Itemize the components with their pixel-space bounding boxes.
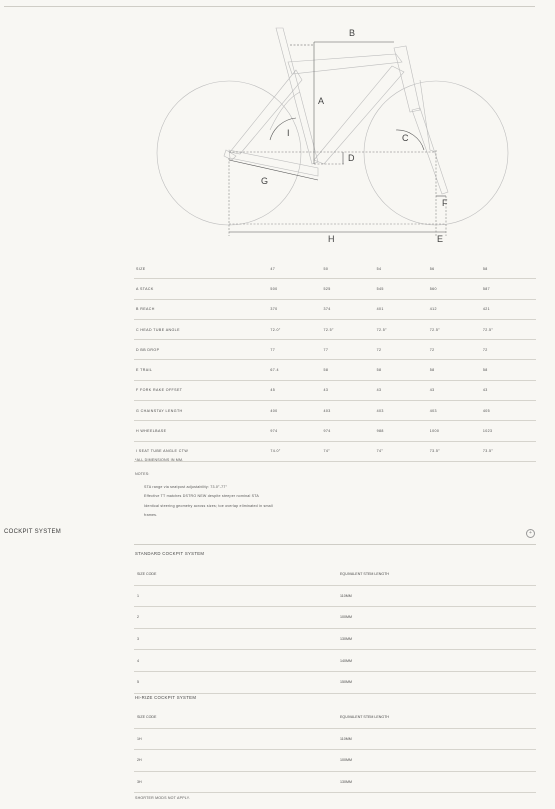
geometry-cell: C HEAD TUBE ANGLE xyxy=(134,319,270,339)
hirise-cockpit-header-cell: EQUIVALENT STEM LENGTH xyxy=(340,707,536,728)
geometry-cell: 374 xyxy=(323,299,376,319)
hirise-cockpit-cell: 130MM xyxy=(340,771,536,793)
geometry-row xyxy=(134,299,536,319)
hirise-cockpit-row xyxy=(134,728,536,750)
geometry-header-cell: 58 xyxy=(483,259,536,279)
notes-item: STA range via seatpost adjustability: 73.0°-77° xyxy=(144,485,228,489)
geometry-table xyxy=(134,259,536,462)
standard-cockpit-row xyxy=(134,607,536,629)
standard-cockpit-cell: 110MM xyxy=(340,585,536,607)
notes-item: Identical steering geometry across sizes; toe overlap eliminated in small xyxy=(144,504,273,508)
geometry-cell: 45 xyxy=(270,380,323,400)
geometry-header-cell: 50 xyxy=(323,259,376,279)
geometry-cell: 72.0° xyxy=(270,319,323,339)
label-f: F xyxy=(442,198,448,208)
geometry-row xyxy=(134,421,536,441)
geometry-cell: 545 xyxy=(377,279,430,299)
geometry-cell: 58 xyxy=(377,360,430,380)
geometry-cell: 58 xyxy=(323,360,376,380)
geometry-cell: G CHAINSTAY LENGTH xyxy=(134,401,270,421)
geometry-cell: 43 xyxy=(430,380,483,400)
label-h: H xyxy=(328,234,335,244)
standard-cockpit-header-cell: EQUIVALENT STEM LENGTH xyxy=(340,564,536,585)
geometry-cell: 72.5° xyxy=(430,319,483,339)
geometry-row xyxy=(134,380,536,400)
hirise-cockpit-cell: 110MM xyxy=(340,728,536,750)
standard-cockpit-cell: 150MM xyxy=(340,671,536,693)
label-i: I xyxy=(287,128,290,138)
standard-cockpit-header-row xyxy=(134,564,536,585)
standard-cockpit-cell: 5 xyxy=(134,671,340,693)
geometry-cell: 1023 xyxy=(483,421,536,441)
standard-cockpit-header-cell: SIZE CODE xyxy=(134,564,340,585)
notes-item: Effective TT matches DSTRO NEW despite steeper nominal STA xyxy=(144,494,259,498)
cockpit-divider xyxy=(134,544,536,545)
hirise-cockpit-row xyxy=(134,771,536,793)
standard-cockpit-title: STANDARD COCKPIT SYSTEM xyxy=(135,551,205,556)
geometry-cell: 43 xyxy=(483,380,536,400)
standard-cockpit-cell: 140MM xyxy=(340,650,536,672)
geometry-cell: 77 xyxy=(270,340,323,360)
geometry-row xyxy=(134,401,536,421)
geometry-cell: 405 xyxy=(483,401,536,421)
geometry-cell: 974 xyxy=(323,421,376,441)
geometry-cell: 400 xyxy=(270,401,323,421)
geometry-cell: 587 xyxy=(483,279,536,299)
standard-cockpit-cell: 100MM xyxy=(340,607,536,629)
expand-toggle-icon[interactable]: + xyxy=(526,529,535,538)
geometry-cell: 401 xyxy=(377,299,430,319)
geometry-header-cell: 56 xyxy=(430,259,483,279)
standard-cockpit-cell: 4 xyxy=(134,650,340,672)
geometry-cell: 77 xyxy=(323,340,376,360)
notes-title: NOTES: xyxy=(135,472,150,476)
geometry-cell: 58 xyxy=(430,360,483,380)
label-a: A xyxy=(318,96,325,106)
standard-cockpit-cell: 130MM xyxy=(340,628,536,650)
frame-seat-stay xyxy=(230,70,302,154)
cockpit-footnote: SHORTER MODS NOT APPLY. xyxy=(135,796,191,800)
geometry-cell: 72.5° xyxy=(377,319,430,339)
geometry-cell: 412 xyxy=(430,299,483,319)
geometry-cell: 73.5° xyxy=(430,441,483,461)
standard-cockpit-cell: 1 xyxy=(134,585,340,607)
bike-geometry-diagram xyxy=(0,0,555,250)
notes-dims: *ALL DIMENSIONS IN MM. xyxy=(135,458,184,462)
hirise-cockpit-row xyxy=(134,750,536,772)
geometry-header-cell: 47 xyxy=(270,259,323,279)
label-e: E xyxy=(437,234,444,244)
geometry-cell: 67.4 xyxy=(270,360,323,380)
geometry-cell: A STACK xyxy=(134,279,270,299)
hirise-cockpit-table xyxy=(134,707,536,793)
geometry-cell: I SEAT TUBE ANGLE CTW xyxy=(134,441,270,461)
frame-seat-tube xyxy=(276,28,318,164)
frame-top-tube xyxy=(288,54,402,74)
geometry-row xyxy=(134,319,536,339)
geometry-cell: 74° xyxy=(323,441,376,461)
geometry-row xyxy=(134,340,536,360)
geometry-cell: H WHEELBASE xyxy=(134,421,270,441)
geometry-cell: 58 xyxy=(483,360,536,380)
geometry-cell: 1000 xyxy=(430,421,483,441)
geometry-cell: 403 xyxy=(323,401,376,421)
hirise-cockpit-header-row xyxy=(134,707,536,728)
geometry-cell: 72 xyxy=(430,340,483,360)
hirise-cockpit-header-cell: SIZE CODE xyxy=(134,707,340,728)
hirise-cockpit-title: HI-RIZE COCKPIT SYSTEM xyxy=(135,695,197,700)
geometry-cell: 73.5° xyxy=(483,441,536,461)
label-b: B xyxy=(349,28,356,38)
label-d: D xyxy=(348,153,355,163)
fork xyxy=(412,108,448,194)
standard-cockpit-cell: 2 xyxy=(134,607,340,629)
geometry-cell: 72 xyxy=(483,340,536,360)
geometry-cell: 370 xyxy=(270,299,323,319)
geometry-cell: 43 xyxy=(323,380,376,400)
frame-down-tube xyxy=(314,66,404,164)
hirise-cockpit-cell: 3H xyxy=(134,771,340,793)
geometry-header-cell: 54 xyxy=(377,259,430,279)
geometry-cell: F FORK RAKE OFFSET xyxy=(134,380,270,400)
geometry-cell: D BB DROP xyxy=(134,340,270,360)
geometry-cell: 421 xyxy=(483,299,536,319)
geometry-header-cell: SIZE xyxy=(134,259,270,279)
geometry-cell: 560 xyxy=(430,279,483,299)
geometry-cell: B REACH xyxy=(134,299,270,319)
standard-cockpit-cell: 3 xyxy=(134,628,340,650)
geometry-header-row xyxy=(134,259,536,279)
geometry-cell: 72.5° xyxy=(323,319,376,339)
label-c: C xyxy=(402,133,409,143)
geometry-cell: 403 xyxy=(430,401,483,421)
geometry-cell: 43 xyxy=(377,380,430,400)
geometry-cell: E TRAIL xyxy=(134,360,270,380)
geometry-cell: 500 xyxy=(270,279,323,299)
hirise-cockpit-cell: 1H xyxy=(134,728,340,750)
geometry-cell: 525 xyxy=(323,279,376,299)
rear-wheel xyxy=(157,81,301,225)
geometry-cell: 403 xyxy=(377,401,430,421)
label-g: G xyxy=(261,176,269,186)
geometry-cell: 988 xyxy=(377,421,430,441)
standard-cockpit-row xyxy=(134,671,536,693)
geometry-row xyxy=(134,441,536,461)
standard-cockpit-row xyxy=(134,628,536,650)
geometry-cell: 72.5° xyxy=(483,319,536,339)
hirise-cockpit-cell: 2H xyxy=(134,750,340,772)
standard-cockpit-row xyxy=(134,650,536,672)
notes-item: frames. xyxy=(144,513,158,517)
geometry-row xyxy=(134,279,536,299)
standard-cockpit-row xyxy=(134,585,536,607)
standard-cockpit-table xyxy=(134,564,536,694)
geometry-row xyxy=(134,360,536,380)
cockpit-section-title[interactable]: COCKPIT SYSTEM xyxy=(4,529,62,535)
geometry-cell: 74° xyxy=(377,441,430,461)
geometry-cell: 72 xyxy=(377,340,430,360)
geometry-cell: 974 xyxy=(270,421,323,441)
hirise-cockpit-cell: 100MM xyxy=(340,750,536,772)
geometry-cell: 74.0° xyxy=(270,441,323,461)
